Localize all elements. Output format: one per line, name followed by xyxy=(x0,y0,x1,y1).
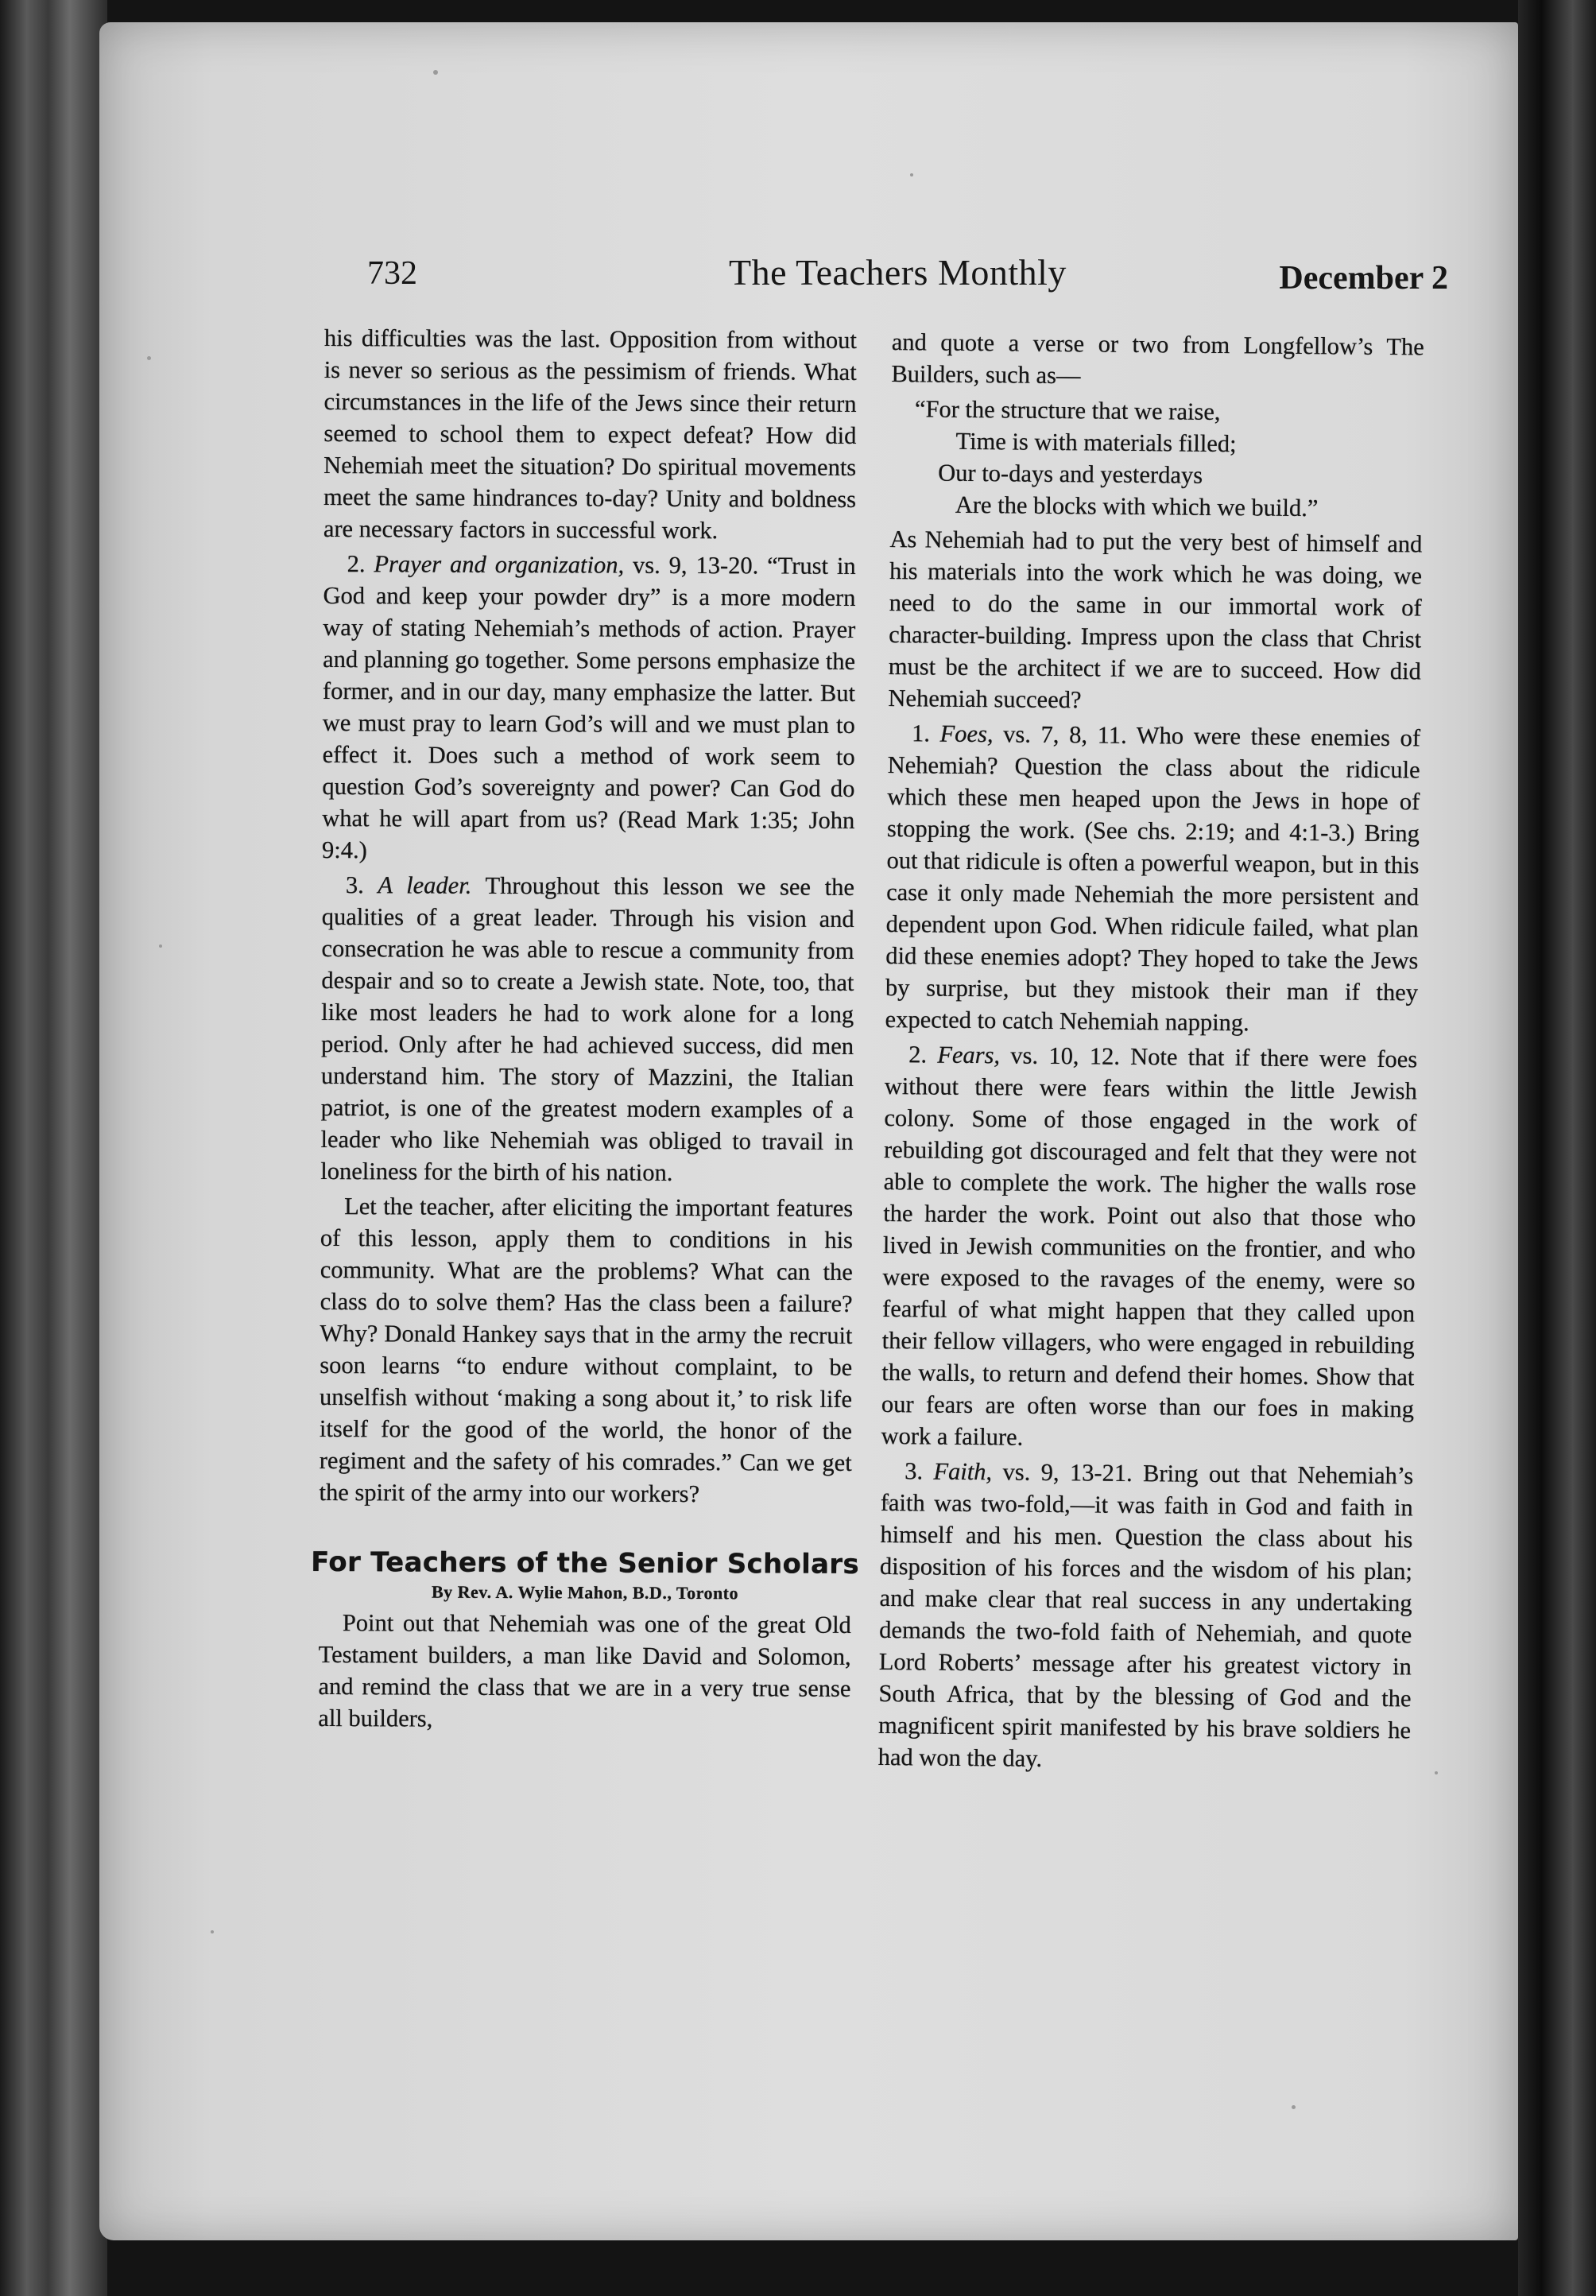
left-column xyxy=(311,322,860,1739)
item-text: vs. 10, 12. Note that if there were foes without there were fears within the little Jewish colony. Some of those engaged in the work of rebuilding got discouraged and felt that they were not able to complete the work. The higher the walls rose the harder the work. Point out also that those who lived in Jewish communities on the frontier, and who were exposed to the ravages of the enemy, were so fearful of what might happen that they called upon their fellow villagers, who were engaged in rebuilding the walls, to return and defend their homes. Show that our fears are often worse than our foes in making work a failure. xyxy=(881,1041,1418,1451)
item-number: 2. xyxy=(908,1041,928,1068)
paragraph-faith xyxy=(878,1455,1414,1778)
paragraph: Point out that Nehemiah was one of the great Old Testament builders, a man like David and Solomon, and remind the class that we are in a very true sense all builders, xyxy=(318,1609,851,1732)
paragraph: his difficulties was the last. Opposition from without is never so serious as the pessimism of friends. What circumstances in the life of the Jews since their return seemed to school them to expect defeat? How did Nehemiah meet the situation? Do spiritual movements meet the same hindrances to-day? Unity and boldness are necessary factors in successful work. xyxy=(323,324,857,545)
byline: By Rev. A. Wylie Mahon, B.D., Toronto xyxy=(431,1581,739,1604)
paragraph-prayer xyxy=(322,548,856,868)
page-number: 732 xyxy=(367,255,417,292)
item-title: Foes, xyxy=(939,719,994,748)
item-number: 2. xyxy=(347,550,366,578)
right-column xyxy=(877,326,1424,1781)
item-number: 3. xyxy=(905,1457,924,1485)
poem-line: “For the structure that we raise, xyxy=(914,395,1221,425)
item-number: 3. xyxy=(345,871,364,899)
poem-line: Are the blocks with which we build.” xyxy=(955,491,1319,522)
poem-line: Time is with materials filled; xyxy=(955,427,1237,458)
paragraph-fears xyxy=(881,1038,1417,1456)
paragraph: and quote a verse or two from Longfellow’s The Builders, such as— xyxy=(891,328,1424,390)
paragraph: As Nehemiah had to put the very best of himself and his materials into the work which he was doing, we need to do the same in our immortal work of character-building. Impress upon the class that Christ must be the architect if we are to succeed. How did Nehemiah succeed? xyxy=(888,525,1423,714)
item-number: 1. xyxy=(911,719,931,747)
item-title: Prayer and organization, xyxy=(374,550,625,579)
running-title: The Teachers Monthly xyxy=(729,252,1067,293)
item-title: Faith, xyxy=(933,1457,993,1486)
item-title: Fears, xyxy=(937,1041,1001,1069)
item-text: vs. 9, 13-21. Bring out that Nehemiah’s faith was two-fold,—it was faith in God and faith in himself and his men. Question the class about his disposition of his forces and the wisdom of his plan; and make clear that real success in any undertaking demands the two-fold faith of Nehemiah, and quote Lord Roberts’ message after his greatest victory in South Africa, that by the blessing of God and the magnificent spirit manifested by his brave soldiers he had won the day. xyxy=(877,1458,1414,1772)
paragraph-leader xyxy=(320,869,854,1189)
running-date: December 2 xyxy=(1279,260,1448,297)
book-binding-edge xyxy=(0,0,107,2296)
paragraph: Let the teacher, after eliciting the important features of this lesson, apply them to conditions in his community. What are the problems? What can the class do to solve them? Has the class been a failure? Why? Donald Hankey says that in the army the recruit soon learns “to endure without complaint, to be unselfish without ‘making a song about it,’ to risk life itself for the good of the world, the honor of the regiment and the safety of his comrades.” Can we get the spirit of the army into our workers? xyxy=(319,1193,854,1508)
running-header xyxy=(367,248,1448,296)
book-spine-shadow xyxy=(1518,0,1596,2296)
item-text: vs. 7, 8, 11. Who were these enemies of Nehemiah? Question the class about the ridicule which these men heaped upon the Jews in hope of stopping the work. (See chs. 2:19; and 4:1-3.) Bring out that ridicule is often a powerful weapon, but in this case it only made Nehemiah the more persistent and dependent upon God. When ridicule failed, what plan did these enemies adopt? They hoped to take the Jews by surprise, but they mistook their man if they expected to catch Nehemiah napping. xyxy=(885,720,1421,1037)
item-text: vs. 9, 13-20. “Trust in God and keep your powder dry” is a more modern way of stating Nehemiah’s methods of action. Prayer and planning go together. Some persons emphasize the former, and in our day, many emphasize the latter. But we must pray to learn God’s will and we must plan to effect it. Does such a method of work seem to question God’s sovereignty and power? Can God do what he will apart from us? (Read Mark 1:35; John 9:4.) xyxy=(322,551,856,864)
item-title: A leader. xyxy=(378,871,472,899)
item-text: Throughout this lesson we see the qualities of a great leader. Through his vision and consecration he was able to rescue a community from despair and so to create a Jewish state. Note, too, that like most leaders he had to work alone for a long period. Only after he had achieved success, did men understand him. The story of Mazzini, the Italian patriot, is one of the greatest modern examples of a leader who like Nehemiah was obliged to travail in loneliness for the birth of his nation. xyxy=(320,871,854,1186)
paragraph-foes xyxy=(885,717,1420,1040)
section-heading: For Teachers of the Senior Scholars xyxy=(311,1546,860,1580)
poem-quote xyxy=(890,393,1424,525)
poem-line: Our to-days and yesterdays xyxy=(938,459,1203,489)
